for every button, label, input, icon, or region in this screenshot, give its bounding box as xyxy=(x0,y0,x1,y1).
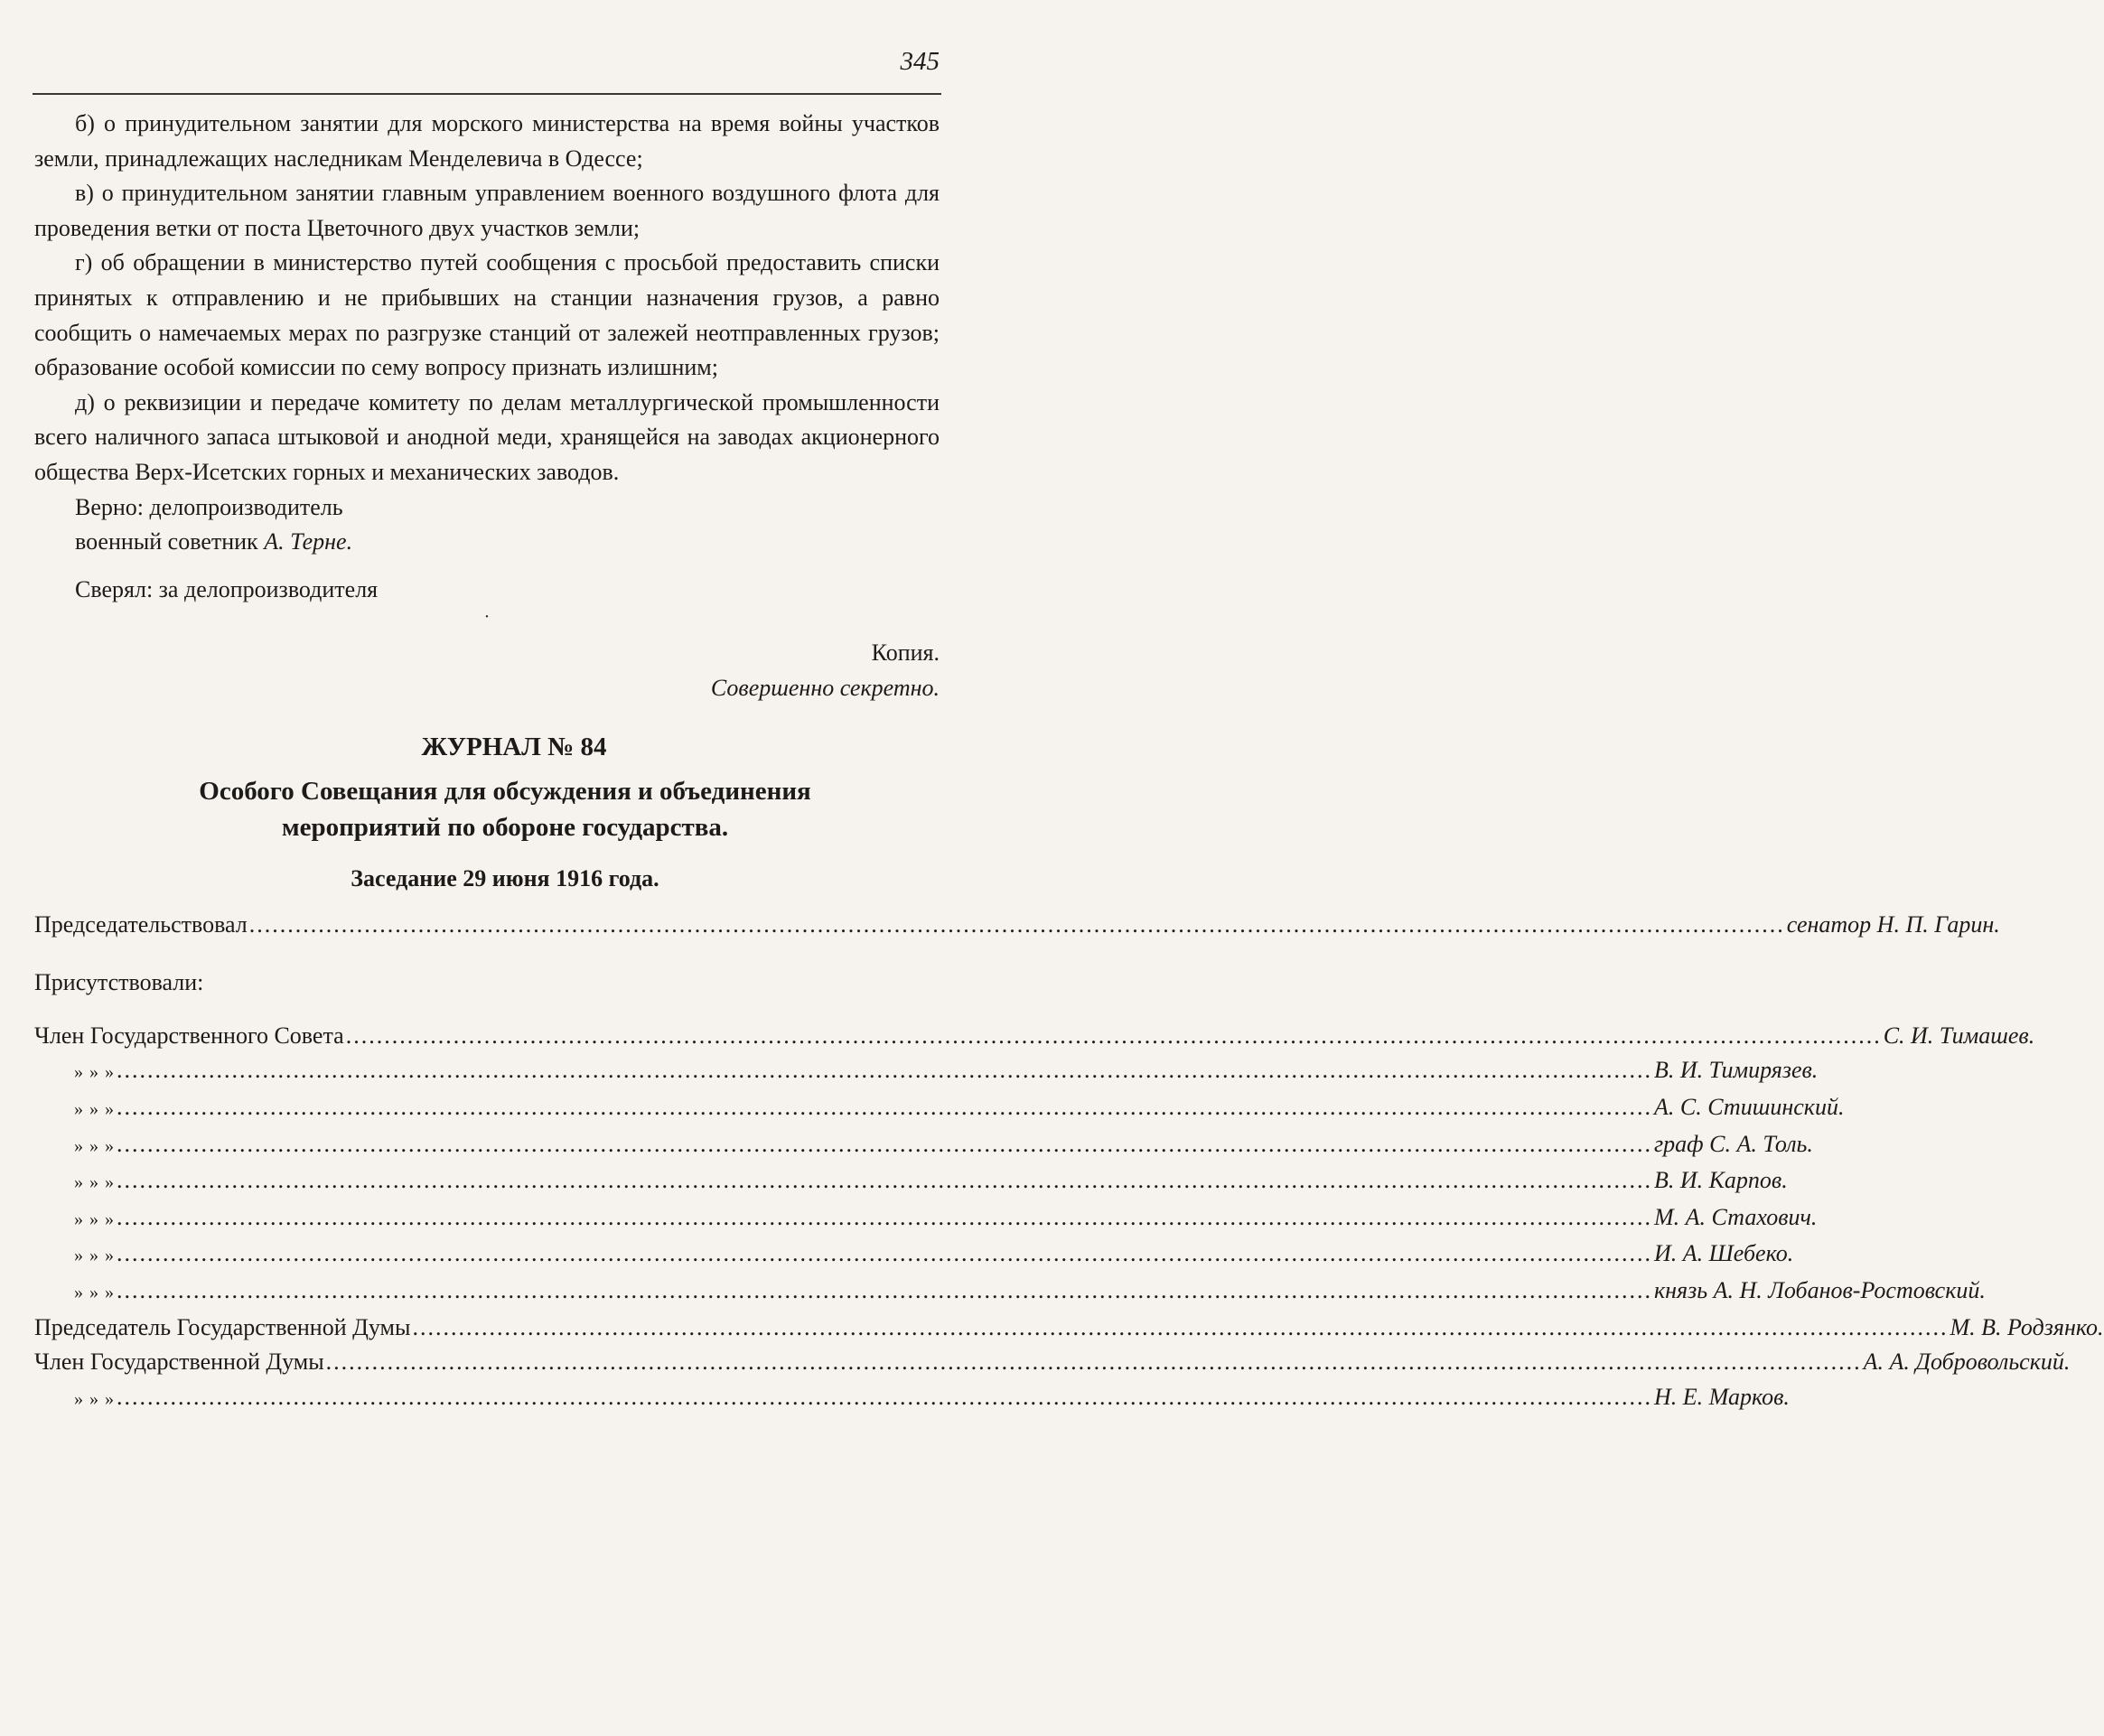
ditto-marks: » » » xyxy=(74,1099,115,1120)
member-name: И. А. Шебеко. xyxy=(1654,1240,1794,1267)
member-row xyxy=(34,1163,1788,1200)
leader-dots: ........................................................................................................................................................................................................ xyxy=(117,1203,1652,1230)
paragraph-item-v: в) о принудительном занятии главным управлением военного воздушного флота для проведения ветки от поста Цветочного двух участков земли; xyxy=(34,180,940,241)
stamp-top-secret: Совершенно секретно. xyxy=(710,674,940,701)
member-name: Н. Е. Марков. xyxy=(1654,1383,1790,1410)
leader-dots: ........................................................................................................................................................................................................ xyxy=(117,1057,1652,1084)
member-role: Председатель Государственной Думы xyxy=(34,1313,411,1340)
leader-dots: ........................................................................................................................................................................................................ xyxy=(325,1349,1862,1376)
member-name: М. А. Стахович. xyxy=(1654,1203,1818,1230)
member-row xyxy=(34,1090,1845,1127)
member-row xyxy=(34,1200,1818,1237)
leader-dots: ........................................................................................................................................................................................................ xyxy=(345,1022,1882,1049)
members-list xyxy=(34,1019,2104,1417)
journal-subtitle-line-2: мероприятий по обороне государства. xyxy=(281,813,729,843)
leader-dots: ........................................................................................................................................................................................................ xyxy=(117,1167,1652,1194)
session-date: Заседание 29 июня 1916 года. xyxy=(351,865,659,892)
document-stamps xyxy=(34,636,940,705)
signature-line-sveryal: Сверял: за делопроизводителя xyxy=(75,575,379,602)
member-row xyxy=(34,1274,1986,1311)
ditto-marks: » » » xyxy=(74,1246,115,1266)
stray-mark: · xyxy=(483,607,491,628)
chair-name: сенатор Н. П. Гарин. xyxy=(1786,910,2000,938)
chair-leader-dots: ........................................................................................................................................................................................................ xyxy=(248,910,1785,938)
signature-block xyxy=(34,490,940,608)
journal-subtitle-line-1: Особого Совещания для обсуждения и объединения xyxy=(199,777,811,807)
member-role: Член Государственного Совета xyxy=(34,1022,344,1049)
leader-dots: ........................................................................................................................................................................................................ xyxy=(117,1240,1652,1267)
leader-dots: ........................................................................................................................................................................................................ xyxy=(117,1094,1652,1121)
journal-title: ЖУРНАЛ № 84 xyxy=(421,732,607,761)
paragraph-item-b: б) о принудительном занятии для морского министерства на время войны участков земли, принадлежащих наследникам Менделевича в Одессе; xyxy=(34,110,940,172)
paragraph-item-g: г) об обращении в министерство путей сообщения с просьбой предоставить списки принятых к отправлению и не прибывших на станции назначения грузов, а равно сообщить о намечаемых мерах по разгрузке станций от залежей неотправленных грузов; образование особой комиссии по сему вопросу признать излишним; xyxy=(34,249,940,381)
signature-advisor-name: А. Терне. xyxy=(264,528,353,555)
member-row xyxy=(34,1380,1790,1417)
ditto-marks: » » » xyxy=(74,1388,115,1409)
leader-dots: ........................................................................................................................................................................................................ xyxy=(117,1130,1652,1157)
present-label: Присутствовали: xyxy=(34,969,204,996)
member-name: В. И. Тимирязев. xyxy=(1654,1057,1819,1084)
member-name: А. А. Добровольский. xyxy=(1863,1349,2071,1376)
ditto-marks: » » » xyxy=(74,1283,115,1303)
chair-label: Председательствовал xyxy=(34,910,248,938)
member-name: князь А. Н. Лобанов-Ростовский. xyxy=(1654,1277,1986,1304)
ditto-marks: » » » xyxy=(74,1135,115,1156)
paragraph-item-d: д) о реквизиции и передаче комитету по делам металлургической промышленности всего наличного запаса штыковой и анодной меди, хранящейся на заводах акционерного общества Верх-Исетских горных и механических заводов. xyxy=(34,388,940,485)
leader-dots: ........................................................................................................................................................................................................ xyxy=(412,1313,1949,1340)
member-name: С. И. Тимашев. xyxy=(1883,1022,2035,1049)
page-number: 345 xyxy=(900,47,940,76)
member-row xyxy=(34,1127,1813,1164)
member-name: А. С. Стишинский. xyxy=(1654,1094,1845,1121)
member-name: граф С. А. Толь. xyxy=(1654,1130,1813,1157)
member-row xyxy=(34,1019,2035,1054)
header-rule xyxy=(33,93,941,95)
member-row xyxy=(34,1345,2071,1380)
ditto-marks: » » » xyxy=(74,1062,115,1083)
signature-advisor-title: военный советник xyxy=(75,528,265,555)
member-row xyxy=(34,1311,2104,1346)
signature-line-verno: Верно: делопроизводитель xyxy=(75,493,343,520)
ditto-marks: » » » xyxy=(74,1209,115,1229)
ditto-marks: » » » xyxy=(74,1172,115,1193)
journal-subtitle xyxy=(34,773,940,845)
leader-dots: ........................................................................................................................................................................................................ xyxy=(117,1277,1652,1304)
page-content xyxy=(34,107,2104,1416)
member-name: М. В. Родзянко. xyxy=(1950,1313,2104,1340)
member-row xyxy=(34,1237,1794,1274)
member-row xyxy=(34,1053,1819,1090)
chair-row xyxy=(34,908,2000,943)
member-name: В. И. Карпов. xyxy=(1654,1167,1788,1194)
leader-dots: ........................................................................................................................................................................................................ xyxy=(117,1383,1652,1410)
member-role: Член Государственной Думы xyxy=(34,1349,324,1376)
stamp-copy: Копия. xyxy=(871,639,940,667)
signature-line-advisor xyxy=(34,525,940,560)
